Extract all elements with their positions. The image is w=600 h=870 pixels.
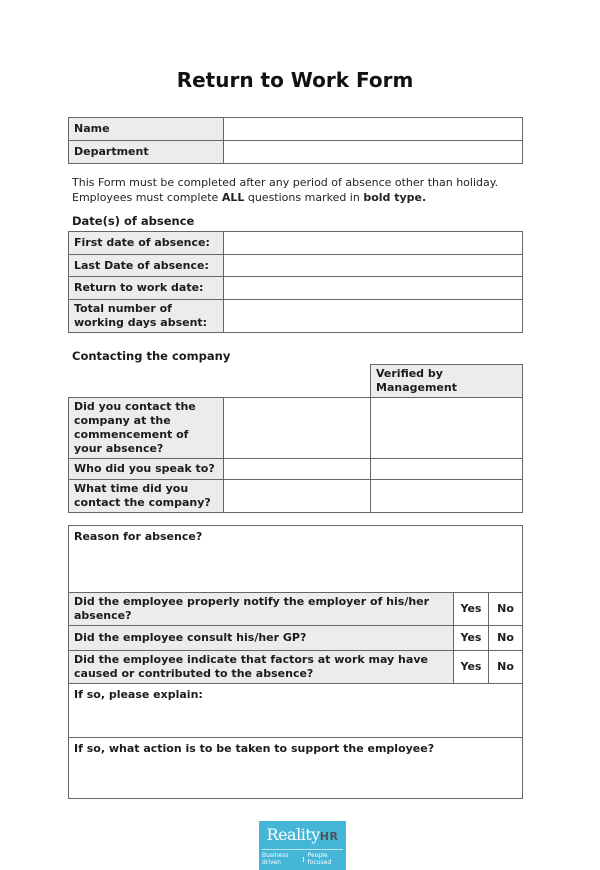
table-row xyxy=(69,277,523,300)
table-row xyxy=(69,255,523,277)
what-time-label: What time did you contact the company? xyxy=(69,480,224,513)
form-page xyxy=(68,0,522,870)
logo-brand-text: Reality xyxy=(266,825,320,844)
name-input-cell[interactable] xyxy=(224,118,523,141)
return-date-input-cell[interactable] xyxy=(224,277,523,300)
question-work-factors: Did the employee indicate that factors at work may have caused or contributed to the absence? xyxy=(69,651,454,684)
verified-by-management-header: Verified by Management xyxy=(371,365,523,398)
first-date-input-cell[interactable] xyxy=(224,232,523,255)
spacer-cell xyxy=(224,365,371,398)
intro-text xyxy=(72,176,522,205)
intro-line-2-bold-all: ALL xyxy=(221,190,245,204)
who-speak-input-cell[interactable] xyxy=(224,459,371,480)
question-consult-gp: Did the employee consult his/her GP? xyxy=(69,626,454,651)
support-action-cell[interactable]: If so, what action is to be taken to support the employee? xyxy=(69,738,523,799)
contact-company-verified-cell[interactable] xyxy=(371,398,523,459)
table-row xyxy=(69,480,523,513)
table-row xyxy=(69,626,523,651)
table-row xyxy=(69,526,523,593)
reality-hr-logo xyxy=(259,821,346,870)
table-row xyxy=(69,738,523,799)
last-date-input-cell[interactable] xyxy=(224,255,523,277)
yes-option[interactable]: Yes xyxy=(454,651,489,684)
intro-line-2 xyxy=(72,191,522,206)
question-notify-employer: Did the employee properly notify the employer of his/her absence? xyxy=(69,593,454,626)
tagline-right: People focused xyxy=(307,852,332,866)
please-explain-cell[interactable]: If so, please explain: xyxy=(69,684,523,738)
logo-tagline xyxy=(262,849,343,870)
what-time-input-cell[interactable] xyxy=(224,480,371,513)
table-row xyxy=(69,232,523,255)
table-row xyxy=(69,118,523,141)
yes-option[interactable]: Yes xyxy=(454,626,489,651)
name-label: Name xyxy=(69,118,224,141)
who-speak-verified-cell[interactable] xyxy=(371,459,523,480)
no-option[interactable]: No xyxy=(489,593,523,626)
spacer-cell xyxy=(69,365,224,398)
logo-hr-text: HR xyxy=(319,830,339,843)
contacting-section-heading: Contacting the company xyxy=(72,349,231,363)
return-date-label: Return to work date: xyxy=(69,277,224,300)
department-label: Department xyxy=(69,141,224,164)
what-time-verified-cell[interactable] xyxy=(371,480,523,513)
tagline-left: Business driven xyxy=(262,852,289,866)
dates-section-heading: Date(s) of absence xyxy=(72,214,195,228)
contacting-table xyxy=(68,364,523,513)
first-date-label: First date of absence: xyxy=(69,232,224,255)
assessment-table xyxy=(68,525,523,799)
table-row xyxy=(69,365,523,398)
yes-option[interactable]: Yes xyxy=(454,593,489,626)
table-row xyxy=(69,651,523,684)
table-row xyxy=(69,459,523,480)
page-title: Return to Work Form xyxy=(176,68,414,92)
table-row xyxy=(69,398,523,459)
identity-table xyxy=(68,117,523,164)
intro-line-1: This Form must be completed after any period of absence other than holiday. xyxy=(72,176,499,189)
dates-table xyxy=(68,231,523,333)
tagline-divider xyxy=(303,857,304,862)
table-row xyxy=(69,300,523,333)
last-date-label: Last Date of absence: xyxy=(69,255,224,277)
who-speak-label: Who did you speak to? xyxy=(69,459,224,480)
total-days-input-cell[interactable] xyxy=(224,300,523,333)
department-input-cell[interactable] xyxy=(224,141,523,164)
table-row xyxy=(69,593,523,626)
no-option[interactable]: No xyxy=(489,651,523,684)
no-option[interactable]: No xyxy=(489,626,523,651)
table-row xyxy=(69,684,523,738)
reason-for-absence-cell[interactable]: Reason for absence? xyxy=(69,526,523,593)
logo-wordmark xyxy=(259,825,346,846)
intro-line-2-mid: questions marked in xyxy=(244,190,364,204)
intro-line-2-bold-type: bold type. xyxy=(363,190,427,204)
contact-company-input-cell[interactable] xyxy=(224,398,371,459)
table-row xyxy=(69,141,523,164)
intro-line-2-pre: Employees must complete xyxy=(72,190,222,204)
contact-company-label: Did you contact the company at the commencement of your absence? xyxy=(69,398,224,459)
total-days-label: Total number of working days absent: xyxy=(69,300,224,333)
